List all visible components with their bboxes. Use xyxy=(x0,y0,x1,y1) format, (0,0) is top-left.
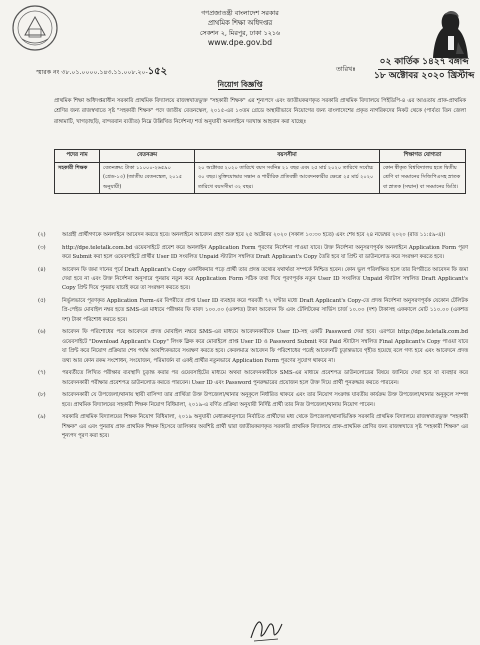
table-header-cell: বয়সসীমা xyxy=(195,150,380,163)
memo-reference xyxy=(36,64,167,81)
website-link[interactable]: www.dpe.gov.bd xyxy=(207,38,273,47)
list-item xyxy=(38,231,468,240)
table-header-cell: বেতনক্রম xyxy=(100,150,195,163)
item-number: (৮) xyxy=(38,392,46,399)
post-name-cell: সহকারী শিক্ষক xyxy=(55,162,100,194)
item-text: আবেদনকারী যে উপজেলা/থানায় স্থায়ী বাসিন্দা তার প্রার্থিতা উক্ত উপজেলা/থানার অনুকূলে নির্ধারিত থাকবে এবং তার নিয়োগ সংক্রান্ত যাবতীয় কার্যক্রম উক্ত উপজেলা/থানার অনুকূলে সম্পন্ন হবে। প্রাথমিক বিদ্যালয়ের সহকারী শিক্ষক নিয়োগ বিধিমালা, ২০১৯-এ বর্ণিত প্রক্রিয়া অনুযায়ী নির্দিষ্ট প্রার্থী তার নিজ উপজেলা/থানায় নিয়োগ পাবেন। xyxy=(62,392,468,408)
english-date: ১৮ অক্টোবর ২০২০ খ্রিস্টাব্দ xyxy=(374,71,475,81)
item-number: (৯) xyxy=(38,414,46,421)
list-item xyxy=(38,369,468,388)
recruitment-table xyxy=(54,149,466,194)
table-row xyxy=(55,162,466,194)
date-divider xyxy=(378,69,470,70)
item-number: (৭) xyxy=(38,370,46,377)
list-item xyxy=(38,413,468,441)
age-limit-cell: ২০ অক্টোবর ২০২০ তারিখে বয়স সর্বনিম্ন ২১ বছর এবং ২৫ মার্চ ২০২০ তারিখে সর্বোচ্চ ৩০ বছর। মুক্তিযোদ্ধার সন্তান ও শারীরিক প্রতিবন্ধী আবেদনকারীর ক্ষেত্রে ২৫ মার্চ ২০২০ তারিখে বয়সসীমা ৩২ বছর। xyxy=(195,162,380,194)
intro-paragraph: প্রাথমিক শিক্ষা অধিদপ্তরাধীন সরকারি প্রাথমিক বিদ্যালয়ে রাজস্বখাতভুক্ত "সহকারী শিক্ষক" এর শূন্যপদে এবং জাতীয়করণকৃত সরকারি প্রাথমিক বিদ্যালয়ে পিইডিপি-৪ এর আওতায় প্রাক-প্রাথমিক শ্রেণির জন্য রাজস্বখাতে সৃষ্ট "সহকারী শিক্ষক" পদে জাতীয় বেতনস্কেল, ২০১৫-এর ১৩তম গ্রেডে অস্থায়ীভাবে নিয়োগের জন্য বাংলাদেশের প্রকৃত নাগরিকদের নিকট থেকে (পার্বত্য তিন জেলা রাঙ্গামাটি, খাগড়াছড়ি, বান্দরবান ব্যতীত) নিম্নে উল্লিখিত নির্দেশনা/ শর্ত অনুযায়ী অনলাইনে দরখাস্ত আহবান করা যাচ্ছেঃ xyxy=(54,98,466,125)
government-name: গণপ্রজাতন্ত্রী বাংলাদেশ সরকার xyxy=(201,9,279,17)
department-name: প্রাথমিক শিক্ষা অধিদপ্তর xyxy=(207,19,273,27)
table-header-row xyxy=(55,150,466,163)
item-text: সরকারি প্রাথমিক বিদ্যালয়ের শিক্ষক নিয়োগ বিধিমালা, ২০১৯ অনুযায়ী মেধাক্রমানুসারে নির্বাচিত প্রার্থীদের মধ্য থেকে উপজেলা/থানাভিত্তিক সরকারি প্রাথমিক বিদ্যালয়ে রাজস্বখাতভুক্ত "সহকারী শিক্ষক" এর এবং পুনরায় প্রাক প্রাথমিক শিক্ষক হিসেবে তালিকার অবশিষ্ট প্রার্থী দ্বারা জাতীয়করণকৃত সরকারি প্রাথমিক বিদ্যালয়ে প্রাক-প্রাথমিক শ্রেণির জন্য রাজস্বখাতে সৃষ্ট "সহকারী শিক্ষক" এর শূন্যপদ পূরণ করা হবে। xyxy=(62,414,469,440)
item-number: (৪) xyxy=(38,266,46,273)
item-text: আগ্রহী প্রার্থীগণকে অনলাইনে আবেদন করতে হবে। অনলাইনে আবেদন গ্রহণ শুরু হবে ২৫ অক্টোবর ২০২০ (সকাল ১০:৩০ হতে) এবং শেষ হবে ২৪ নভেম্বর ২০২০ (রাত ১১:৫৯-এ)। xyxy=(62,232,446,238)
handwritten-signature xyxy=(248,612,284,644)
list-item xyxy=(38,391,468,410)
list-item xyxy=(38,266,468,294)
item-text: http://dpe.teletalk.com.bd ওয়েবসাইটে প্রবেশ করে অনলাইন Application Form পূরণের নির্দেশনা পাওয়া যাবে। উক্ত নির্দেশনা অনুসরণপূর্বক অনলাইনে Application Form পূরণ করে Submit করা হলে ওয়েবসাইটে প্রার্থীর User ID সংবলিত Unpaid স্ট্যাটাস সম্বলিত Draft Applicant's Copy তৈরি হবে যা প্রিন্ট বা ডাউনলোড করে সংরক্ষণ করতে হবে। xyxy=(62,244,468,260)
pay-scale-cell: বেতনক্রম: টাকা ১১০০০-২৬৫৯০ (গ্রেড-১৩) (জাতীয় বেতনস্কেল, ২০১৫ অনুযায়ী) xyxy=(100,162,195,194)
item-number: (৩) xyxy=(38,244,46,251)
instruction-list xyxy=(38,231,468,445)
item-text: পরবর্তীতে লিখিত পরীক্ষার ব্যবস্থাদি চূড়ান্ত করার পর ওয়েবসাইটের মাধ্যমে অথবা আবেদনকারীকে SMS-এর মাধ্যমে প্রবেশপত্র ডাউনলোডের বিষয়ে জানিয়ে দেয়া হবে যা ব্যবহার করে আবেদনকারী পরীক্ষার প্রবেশপত্র ডাউনলোড করতে পারবেন। User ID এবং Password পুনরুদ্ধারের প্রয়োজন হলে উক্ত দিয়ে প্রার্থী পুনরুদ্ধার করতে পারবেন। xyxy=(62,370,468,386)
item-text: আবেদন ফি জমা দানের পূর্বে Draft Applicant's Copy একাধিকবার পড়ে প্রার্থী তার প্রদত্ত তথ্যের যথার্থতা সম্পর্কে নিশ্চিত হবেন। কোন ভুল পরিলক্ষিত হলে তার বিপরীতে আবেদন ফি জমা দেয়া হবে না এবং উক্ত নির্দেশনা অনুসারে পুনরায় নতুন করে Application Form সঠিক তথ্য দিয়ে পূরণপূর্বক নতুন User ID সংবলিত Unpaid স্ট্যাটাস সম্বলিত Draft Applicant's Copy প্রিন্ট দিয়ে পুনরায় যাচাই করে তা সংরক্ষণ করতে হবে। xyxy=(62,266,469,292)
memo-prefix: স্মারক নং ৩৮.০১.০০০০.১৪৩.১১.০০৮.২০- xyxy=(36,69,148,76)
table-header-cell: পদের নাম xyxy=(55,150,100,163)
bangla-date: ০২ কার্তিক ১৪২৭ বঙ্গাব্দ xyxy=(379,57,469,67)
list-item xyxy=(38,244,468,263)
memo-number: ১৫২ xyxy=(147,66,168,77)
date-block xyxy=(374,57,474,82)
list-item xyxy=(38,328,468,366)
notice-title: নিয়োগ বিজ্ঞপ্তি xyxy=(217,80,263,89)
item-number: (৬) xyxy=(38,329,46,336)
item-number: (৫) xyxy=(38,298,46,304)
item-text: নির্ভুলভাবে পূরণকৃত Application Form-এর বিপরীতে প্রাপ্ত User ID ব্যবহার করে পরবর্তী ৭২ ঘণ্টার মধ্যে Draft Applicant's Copy-তে প্রদত্ত নির্দেশনা অনুসরণপূর্বক যেকোন টেলিটক প্রি-পেইড মোবাইল নম্বর হতে SMS-এর মাধ্যমে পরীক্ষার ফি বাবদ ১০০.০০ (একশত) টাকা আবেদন ফি এবং টেলিটকের সার্ভিস চার্জ ১০.০০ (দশ) টাকাসহ এককালে মোট ১১০.০০ (একশত দশ) টাকা পরিশোধ করতে হবে। xyxy=(62,298,468,323)
date-label: তারিখঃ xyxy=(336,65,356,73)
item-number: (২) xyxy=(38,232,46,238)
office-address: সেকশন ২, মিরপুর, ঢাকা ১২১৬ xyxy=(199,29,281,37)
item-text: আবেদন ফি পরিশোধের পরে আবেদনে প্রদত্ত মোবাইল নম্বরে SMS-এর মাধ্যমে আবেদনকারীকে User ID-সহ একটি Password দেয়া হবে। এরপরে http://dpe.teletalk.com.bd ওয়েবসাইটে "Download Applicant's Copy" লিংক ক্লিক করে মোবাইলে প্রাপ্ত User ID ও Password Submit করে Paid স্ট্যাটাস সম্বলিত Final Applicant's Copy পাওয়া যাবে যা প্রিন্ট করে নিয়োগ প্রক্রিয়ার শেষ পর্যন্ত আবশ্যিকভাবে সংরক্ষণ করতে হবে। কেবলমাত্র আবেদন ফি পরিশোধের পরেই আবেদনটি চূড়ান্তভাবে গৃহীত হয়েছে বলে গণ্য হবে এবং আবেদনে প্রদত্ত তথ্য আর কোন রকম সংশোধন, সংযোজন, পরিমার্জন বা একই প্রার্থীর নতুনভাবে Application Form পূরণের সুযোগ থাকবে না। xyxy=(62,329,468,364)
education-cell: কোন স্বীকৃত বিশ্ববিদ্যালয় হতে দ্বিতীয় শ্রেণি বা সমমানের সিজিপিএসহ স্নাতক বা স্নাতক (সম্মান) বা সমমানের ডিগ্রি। xyxy=(380,162,466,194)
list-item xyxy=(38,297,468,325)
table-header-cell: শিক্ষাগত যোগ্যতা xyxy=(380,150,466,163)
